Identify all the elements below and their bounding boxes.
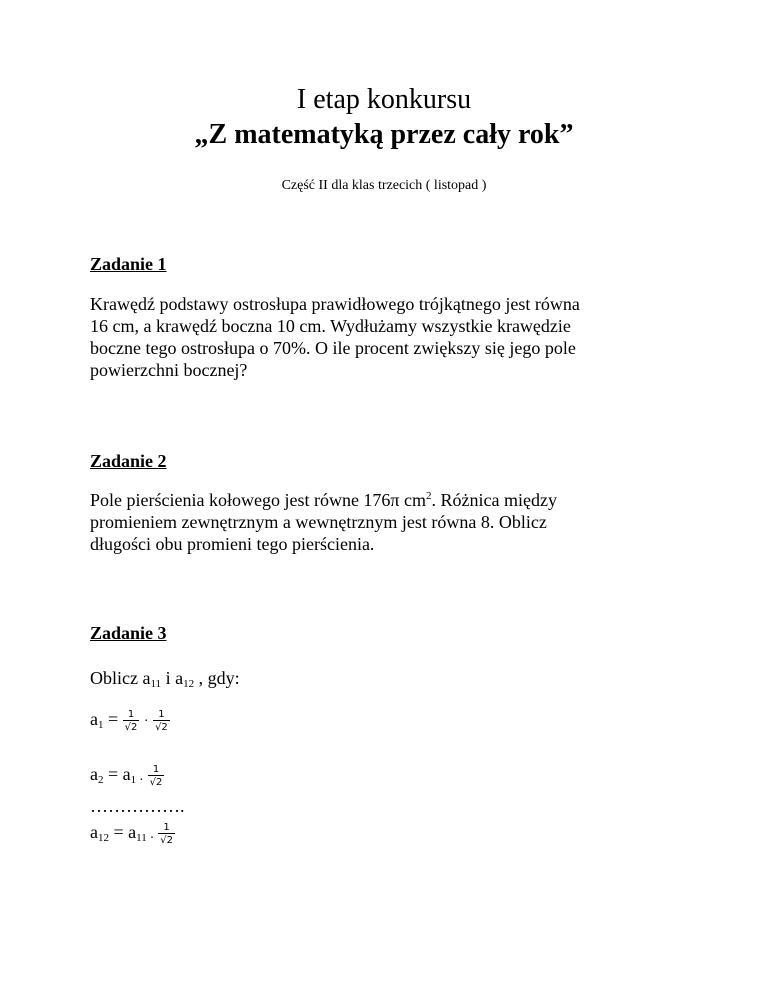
task1-line: 16 cm, a krawędź boczna 10 cm. Wydłużamy wszystkie krawędzie [90, 316, 571, 336]
multiply-dot: . [146, 827, 154, 842]
task1-heading: Zadanie 1 [90, 254, 167, 274]
task2-text [90, 489, 690, 555]
intro-subscript: 11 [150, 678, 162, 690]
formula-rhs: = a [103, 764, 131, 784]
ellipsis: ……………. [90, 796, 185, 816]
formula-var: a [90, 822, 98, 842]
formula-subscript: 1 [130, 774, 137, 786]
contest-subtitle: Część II dla klas trzecich ( listopad ) [281, 178, 487, 193]
task1-line: powierzchni bocznej? [90, 360, 248, 380]
formula-subscript: 1 [98, 719, 104, 731]
task3-intro [90, 667, 240, 689]
fraction [158, 822, 175, 846]
intro-subscript: 12 [183, 678, 195, 690]
fraction-denominator: √2 [124, 721, 138, 733]
task1-text [90, 293, 690, 381]
fraction-numerator: 1 [163, 821, 170, 833]
formula-subscript: 11 [136, 832, 147, 844]
formula-subscript: 12 [98, 832, 109, 844]
formula-a1 [90, 708, 170, 733]
formula-a2 [90, 763, 164, 788]
intro-text: i a [161, 668, 184, 688]
task2-line [90, 489, 690, 511]
fraction-denominator: √2 [160, 834, 173, 846]
equals-sign: = [103, 709, 119, 729]
intro-text: Oblicz a [90, 668, 151, 688]
formula-var: a [90, 764, 98, 784]
task1-line: boczne tego ostrosłupa o 70%. O ile procent zwiększy się jego pole [90, 338, 576, 358]
fraction-numerator: 1 [127, 708, 135, 720]
multiply-dot: · [143, 714, 149, 729]
task1-line: Krawędź podstawy ostrosłupa prawidłowego trójkątnego jest równa [90, 294, 580, 314]
fraction-numerator: 1 [158, 708, 165, 720]
formula-rhs: = a [109, 822, 137, 842]
contest-title-line2: „Z matematyką przez cały rok” [194, 119, 574, 150]
task2-text-part: Pole pierścienia kołowego jest równe 176π cm [90, 490, 427, 510]
task2-text-part: . Różnica między [431, 490, 557, 510]
task2-line: długości obu promieni tego pierścienia. [90, 534, 375, 554]
fraction [148, 764, 165, 788]
formula-var: a [90, 709, 98, 729]
intro-text: , gdy: [194, 668, 240, 688]
multiply-dot: . [136, 769, 144, 784]
task3-heading: Zadanie 3 [90, 623, 167, 643]
fraction [153, 709, 170, 733]
task2-line: promieniem zewnętrznym a wewnętrznym jest równa 8. Oblicz [90, 512, 547, 532]
fraction-numerator: 1 [152, 763, 160, 775]
fraction-denominator: √2 [149, 776, 163, 788]
formula-a12 [90, 821, 175, 846]
fraction-denominator: √2 [155, 721, 168, 733]
task2-heading: Zadanie 2 [90, 451, 167, 471]
task2-superscript: 2 [426, 490, 432, 502]
formula-subscript: 2 [98, 774, 104, 786]
contest-title-line1: I etap konkursu [296, 84, 472, 115]
fraction [123, 709, 140, 733]
